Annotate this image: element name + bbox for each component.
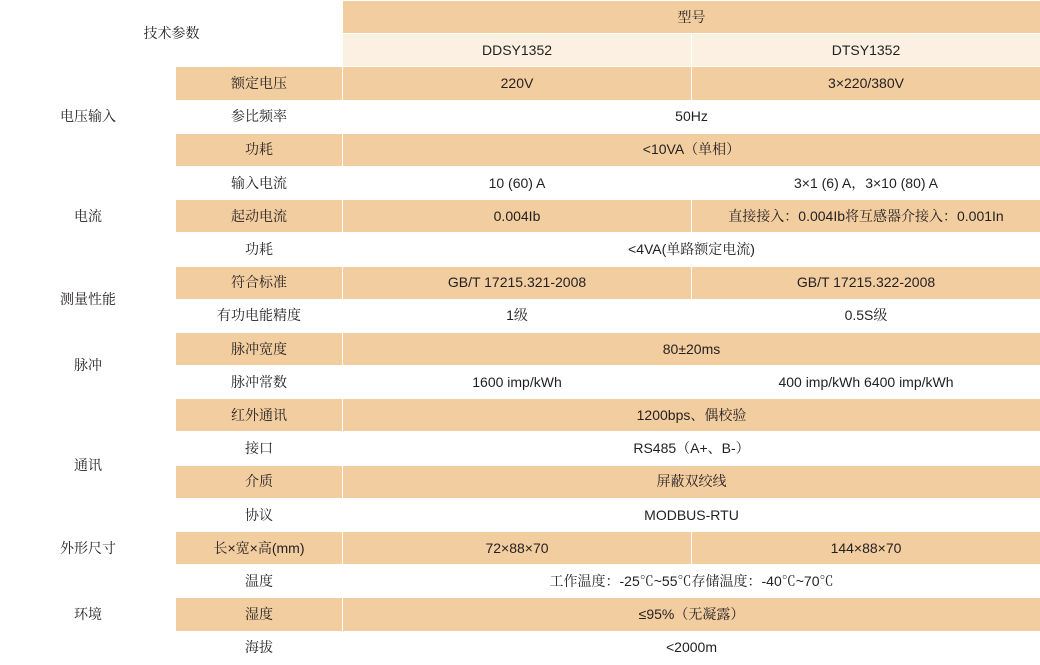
label-voltage-power-consumption: 功耗 — [176, 133, 343, 166]
value-medium: 屏蔽双绞线 — [343, 465, 1040, 498]
header-parameter-label: 技术参数 — [1, 1, 343, 67]
group-environment: 环境 — [1, 565, 176, 665]
value-rated-voltage-2: 3×220/380V — [692, 67, 1040, 100]
table-row — [1, 1, 1040, 34]
value-protocol: MODBUS-RTU — [343, 498, 1040, 531]
value-input-current-1: 10 (60) A — [343, 166, 692, 199]
value-current-power-consumption: <4VA(单路额定电流) — [343, 233, 1040, 266]
value-starting-current-1: 0.004Ib — [343, 200, 692, 233]
label-reference-frequency: 参比频率 — [176, 100, 343, 133]
table-row — [1, 266, 1040, 299]
header-model-label: 型号 — [343, 1, 1040, 34]
table-row — [1, 67, 1040, 100]
header-model-1: DDSY1352 — [343, 34, 692, 67]
value-standard-2: GB/T 17215.322-2008 — [692, 266, 1040, 299]
table-row — [1, 565, 1040, 598]
group-pulse: 脉冲 — [1, 332, 176, 398]
label-dimensions: 长×宽×高(mm) — [176, 532, 343, 565]
value-voltage-power-consumption: <10VA（单相） — [343, 133, 1040, 166]
value-interface: RS485（A+、B-） — [343, 432, 1040, 465]
label-infrared-communication: 红外通讯 — [176, 399, 343, 432]
value-standard-1: GB/T 17215.321-2008 — [343, 266, 692, 299]
value-starting-current-2: 直接接入：0.004Ib将互感器介接入：0.001In — [692, 200, 1040, 233]
label-temperature: 温度 — [176, 565, 343, 598]
header-model-2: DTSY1352 — [692, 34, 1040, 67]
label-current-power-consumption: 功耗 — [176, 233, 343, 266]
value-humidity: ≤95%（无凝露） — [343, 598, 1040, 631]
group-current: 电流 — [1, 166, 176, 266]
label-rated-voltage: 额定电压 — [176, 67, 343, 100]
label-pulse-width: 脉冲宽度 — [176, 332, 343, 365]
value-pulse-constant-1: 1600 imp/kWh — [343, 366, 692, 399]
label-protocol: 协议 — [176, 498, 343, 531]
value-altitude: <2000m — [343, 631, 1040, 664]
label-input-current: 输入电流 — [176, 166, 343, 199]
group-measurement-performance: 测量性能 — [1, 266, 176, 332]
table-row — [1, 399, 1040, 432]
value-active-energy-accuracy-1: 1级 — [343, 299, 692, 332]
label-pulse-constant: 脉冲常数 — [176, 366, 343, 399]
table-row — [1, 532, 1040, 565]
label-interface: 接口 — [176, 432, 343, 465]
value-dimensions-1: 72×88×70 — [343, 532, 692, 565]
table-row — [1, 166, 1040, 199]
label-active-energy-accuracy: 有功电能精度 — [176, 299, 343, 332]
label-standard: 符合标准 — [176, 266, 343, 299]
value-dimensions-2: 144×88×70 — [692, 532, 1040, 565]
table-row — [1, 332, 1040, 365]
value-active-energy-accuracy-2: 0.5S级 — [692, 299, 1040, 332]
value-input-current-2: 3×1 (6) A，3×10 (80) A — [692, 166, 1040, 199]
value-rated-voltage-1: 220V — [343, 67, 692, 100]
value-infrared-communication: 1200bps、偶校验 — [343, 399, 1040, 432]
value-reference-frequency: 50Hz — [343, 100, 1040, 133]
value-pulse-width: 80±20ms — [343, 332, 1040, 365]
group-dimensions: 外形尺寸 — [1, 532, 176, 565]
group-communication: 通讯 — [1, 399, 176, 532]
value-temperature: 工作温度：-25℃~55℃存储温度：-40℃~70℃ — [343, 565, 1040, 598]
group-voltage-input: 电压输入 — [1, 67, 176, 167]
label-altitude: 海拔 — [176, 631, 343, 664]
label-humidity: 湿度 — [176, 598, 343, 631]
value-pulse-constant-2: 400 imp/kWh 6400 imp/kWh — [692, 366, 1040, 399]
label-starting-current: 起动电流 — [176, 200, 343, 233]
label-medium: 介质 — [176, 465, 343, 498]
